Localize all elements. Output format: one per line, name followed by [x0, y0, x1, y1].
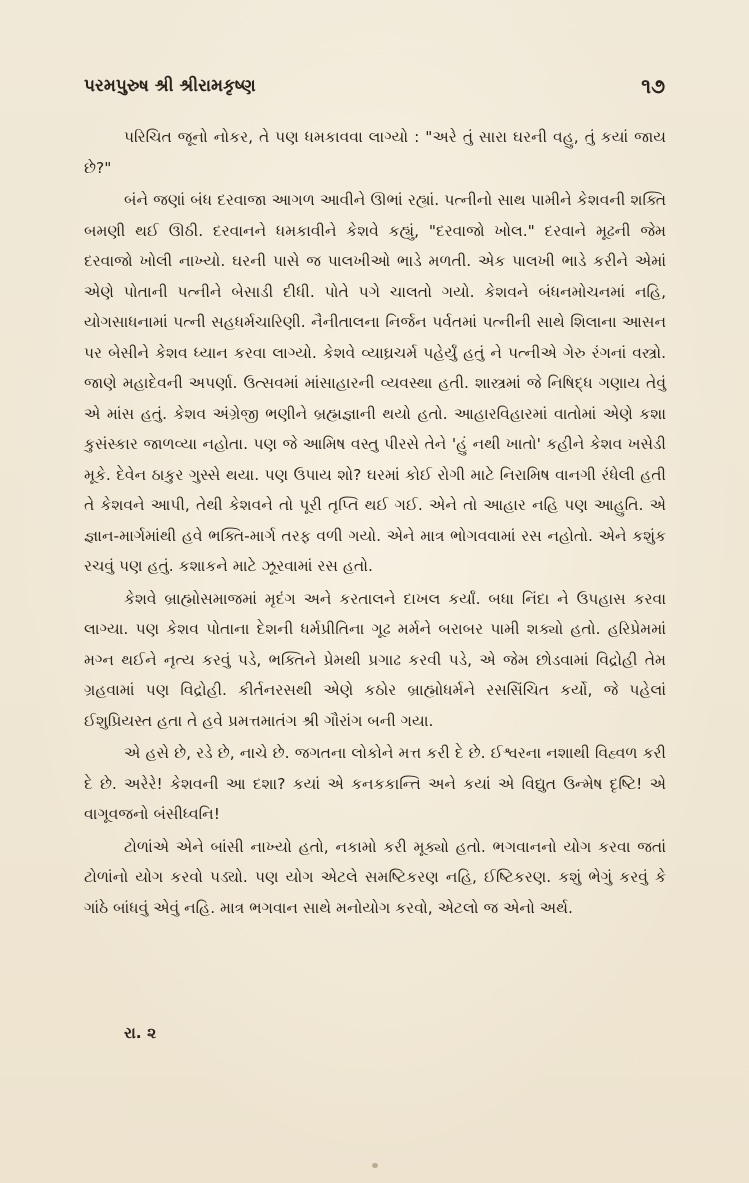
body-text — [84, 122, 666, 925]
running-title: પરમપુરુષ શ્રી શ્રીરામકૃષ્ણ — [84, 76, 256, 96]
page-number: ૧૭ — [641, 74, 665, 98]
paragraph: કેશવે બ્રાહ્મોસમાજમાં મૃદંગ અને કરતાલને દાખલ કર્યાં. બધા નિંદા ને ઉપહાસ કરવા લાગ્યા. પણ કેશવ પોતાના દેશની ધર્મપ્રીતિના ગૂઢ મર્મને બરાબર પામી શક્યો હતો. હરિપ્રેમમાં મગ્ન થઈને નૃત્ય કરવું પડે, ભક્તિને પ્રેમથી પ્રગાઢ કરવી પડે, એ જેમ છોડવામાં વિદ્રોહી તેમ ગ્રહવામાં પણ વિદ્રોહી. કીર્તનરસથી એણે કઠોર બ્રાહ્મોધર્મને રસસિંચિત કર્યો, જે પહેલાં ઈશુપ્રિયસ્ત હતા તે હવે પ્રમત્તમાતંગ શ્રી ગૌરાંગ બની ગયા. — [84, 589, 666, 730]
running-header — [84, 76, 665, 102]
paragraph: બંને જણાં બંધ દરવાજા આગળ આવીને ઊભાં રહ્યાં. પત્નીનો સાથ પામીને કેશવની શક્તિ બમણી થઈ ઊઠી. દરવાનને ધમકાવીને કેશવે કહ્યું, "દરવાજો ખોલ." દરવાને મૂઢની જેમ દરવાજો ખોલી નાખ્યો. ઘરની પાસે જ પાલખીઓ ભાડે મળતી. એક પાલખી ભાડે કરીને એમાં એણે પોતાની પત્નીને બેસાડી દીધી. પોતે પગે ચાલતો ગયો. કેશવને બંધનમોચનમાં નહિ, યોગસાધનામાં પત્ની સહધર્મચારિણી. નૈનીતાલના નિર્જન પર્વતમાં પત્નીની સાથે શિલાના આસન પર બેસીને કેશવ ધ્યાન કરવા લાગ્યો. કેશવે વ્યાઘ્રચર્મ પહેર્યું હતું ને પત્નીએ ગેરુ રંગનાં વસ્ત્રો. જાણે મહાદેવની અપર્ણા. ઉત્સવમાં માંસાહારની વ્યવસ્થા હતી. શાસ્ત્રમાં જે નિષિદ્ધ ગણાય તેવું એ માંસ હતું. કેશવ અંગ્રેજી ભણીને બ્રહ્મજ્ઞાની થયો હતો. આહારવિહારમાં વાતોમાં એણે કશા કુસંસ્કાર જાળવ્યા નહોતા. પણ જે આમિષ વસ્તુ પીરસે તેને 'હું નથી ખાતો' કહીને કેશવ ખસેડી મૂકે. દેવેન ઠાકુર ગુસ્સે થયા. પણ ઉપાય શો? ઘરમાં કોઈ રોગી માટે નિરામિષ વાનગી રંધેલી હતી તે કેશવને આપી, તેથી કેશવને તો પૂરી તૃપ્તિ થઈ ગઈ. એને તો આહાર નહિ પણ આહુતિ. એ જ્ઞાન-માર્ગમાંથી હવે ભક્તિ-માર્ગ તરફ વળી ગયો. એને માત્ર ભોગવવામાં રસ નહોતો. એને કશુંક રચવું પણ હતું. કશાકને માટે ઝૂરવામાં રસ હતો. — [84, 191, 666, 575]
paper-speck — [372, 1163, 378, 1168]
signature-mark: રા. ૨ — [124, 1024, 157, 1042]
paragraph: એ હસે છે, રડે છે, નાચે છે. જગતના લોકોને મત્ત કરી દે છે. ઈશ્વરના નશાથી વિહ્વળ કરી દે છે. અરેરે! કેશવની આ દશા? કયાં એ કનકકાન્તિ અને કયાં એ વિદ્યુત ઉન્મેષ દૃષ્ટિ! એ વાગૂવજનો બંસીધ્વનિ! — [84, 744, 666, 823]
paragraph: ટોળાંએ એને બાંસી નાખ્યો હતો, નકામો કરી મૂક્યો હતો. ભગવાનનો યોગ કરવા જતાં ટોળાંનો યોગ કરવો પડ્યો. પણ યોગ એટલે સમષ્ટિકરણ નહિ, ઈષ્ટિકરણ. કશું ભેગું કરવું કે ગાંઠે બાંધવું એવું નહિ. માત્ર ભગવાન સાથે મનોયોગ કરવો, એટલો જ એનો અર્થ. — [84, 837, 666, 917]
paragraph: પરિચિત જૂનો નોકર, તે પણ ધમકાવવા લાગ્યો : "અરે તું સારા ઘરની વહુ, તું કયાં જાય છે?" — [84, 128, 666, 177]
